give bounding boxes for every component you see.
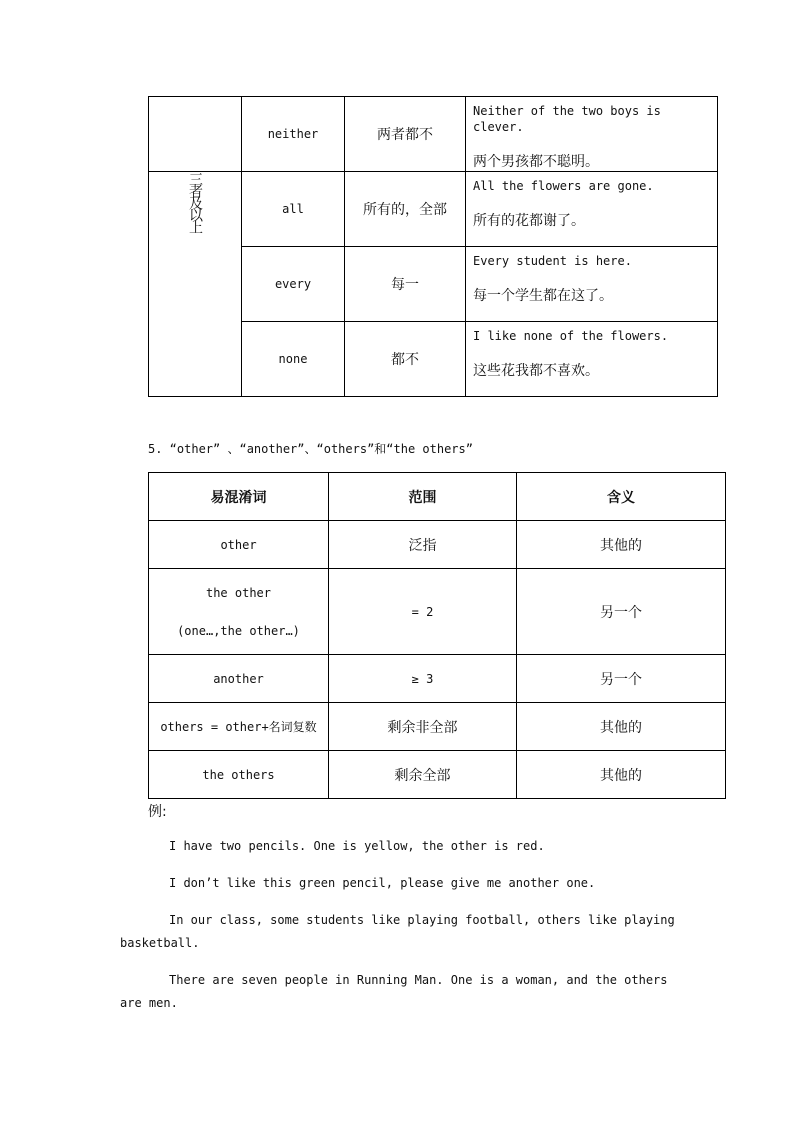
word-cell: all	[242, 172, 345, 247]
example-cell	[466, 172, 718, 247]
table-row	[149, 703, 726, 751]
table-row	[149, 521, 726, 569]
example-cell	[466, 322, 718, 397]
examples-block	[120, 801, 680, 1015]
examples-label: 例:	[148, 804, 167, 820]
word-cell: another	[149, 655, 329, 703]
word-cell	[149, 569, 329, 655]
meaning-cell: 两者都不	[345, 97, 466, 172]
word-cell: every	[242, 247, 345, 322]
example-en: I like none of the flowers.	[473, 329, 669, 343]
meaning-cell: 其他的	[517, 751, 726, 799]
table-row	[149, 655, 726, 703]
example-sentence: I don’t like this green pencil, please give me another one.	[169, 876, 596, 890]
meaning-cell: 每一	[345, 247, 466, 322]
group-cell	[149, 172, 242, 397]
header-word: 易混淆词	[149, 473, 329, 521]
example-zh: 所有的花都谢了。	[473, 213, 585, 229]
meaning-cell: 另一个	[517, 655, 726, 703]
example-cell	[466, 97, 718, 172]
meaning-cell: 都不	[345, 322, 466, 397]
determiners-table	[148, 96, 718, 397]
table-row	[149, 172, 718, 247]
range-cell: = 2	[329, 569, 517, 655]
example-en: Neither of the two boys is clever.	[473, 104, 661, 134]
header-row	[149, 473, 726, 521]
section-heading: 5. “other” 、“another”、“others”和“the others”	[148, 442, 473, 456]
range-cell: 剩余全部	[329, 751, 517, 799]
example-sentence: I have two pencils. One is yellow, the other is red.	[169, 839, 545, 853]
example-sentence: In our class, some students like playing football, others like playing basketball.	[120, 913, 675, 950]
table-row	[149, 569, 726, 655]
example-zh: 这些花我都不喜欢。	[473, 363, 599, 379]
meaning-cell: 其他的	[517, 521, 726, 569]
table-row	[149, 97, 718, 172]
example-zh: 两个男孩都不聪明。	[473, 154, 599, 170]
header-meaning: 含义	[517, 473, 726, 521]
group-label: 三者及以上	[187, 172, 203, 232]
meaning-cell: 另一个	[517, 569, 726, 655]
word-cell: others = other+名词复数	[149, 703, 329, 751]
word-cell: none	[242, 322, 345, 397]
meaning-cell: 所有的，全部	[345, 172, 466, 247]
meaning-cell: 其他的	[517, 703, 726, 751]
example-cell	[466, 247, 718, 322]
example-sentence: There are seven people in Running Man. One is a woman, and the others are men.	[120, 973, 668, 1010]
word-cell: other	[149, 521, 329, 569]
word-cell: neither	[242, 97, 345, 172]
table-row	[149, 751, 726, 799]
word-cell: the others	[149, 751, 329, 799]
range-cell: 剩余非全部	[329, 703, 517, 751]
range-cell: 泛指	[329, 521, 517, 569]
word-line-2: (one…,the other…)	[177, 623, 300, 638]
header-range: 范围	[329, 473, 517, 521]
group-cell-empty	[149, 97, 242, 172]
example-en: Every student is here.	[473, 254, 632, 268]
range-cell: ≥ 3	[329, 655, 517, 703]
example-en: All the flowers are gone.	[473, 179, 654, 193]
confusable-words-table	[148, 472, 726, 799]
example-zh: 每一个学生都在这了。	[473, 288, 613, 304]
word-line: the other	[205, 585, 272, 600]
